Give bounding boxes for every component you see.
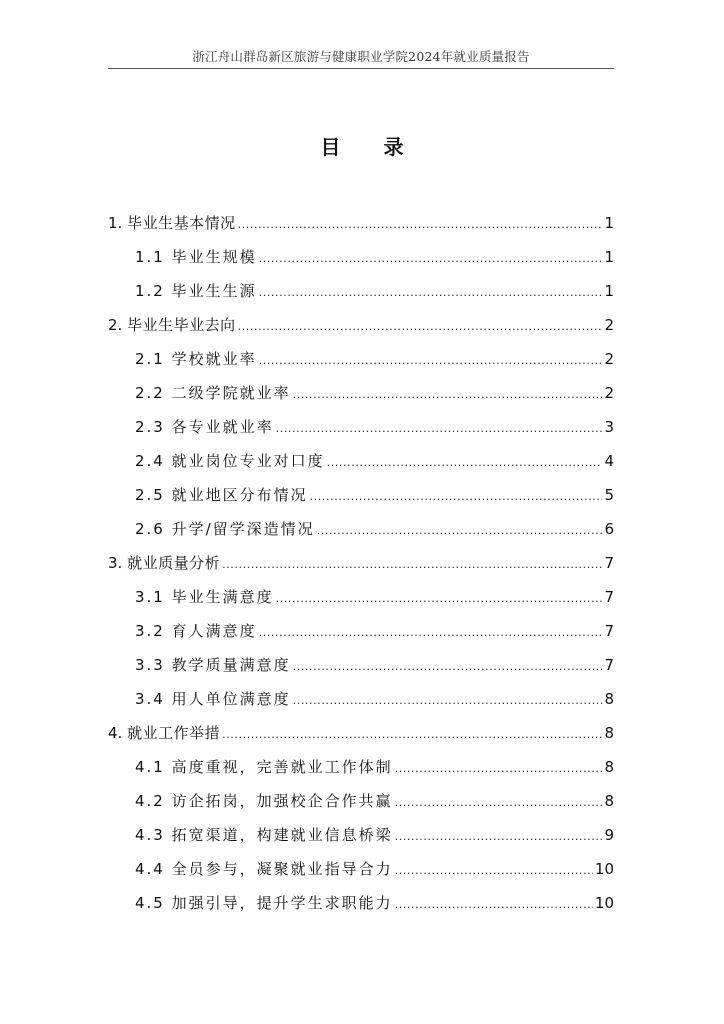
- toc-page: 2: [604, 316, 614, 334]
- toc-number: 3.4: [135, 690, 172, 708]
- toc-entry[interactable]: [135, 586, 614, 608]
- toc-number: 1.: [108, 214, 128, 232]
- toc-entry[interactable]: [135, 450, 614, 472]
- toc-leader: [293, 688, 603, 712]
- toc-label: 各专业就业率: [171, 418, 274, 436]
- toc-leader: [259, 620, 603, 644]
- toc-label: 就业质量分析: [127, 554, 221, 572]
- running-header: 浙江舟山群岛新区旅游与健康职业学院2024年就业质量报告: [192, 49, 530, 64]
- toc-label: 拓宽渠道，构建就业信息桥梁: [171, 826, 393, 844]
- toc-number: 4.5: [135, 894, 172, 912]
- toc-page: 4: [604, 452, 614, 470]
- toc-number: 3.3: [135, 656, 172, 674]
- toc-number: 2.4: [135, 452, 172, 470]
- toc-label: 升学/留学深造情况: [171, 520, 315, 538]
- toc-page: 2: [604, 384, 614, 402]
- toc-label: 加强引导，提升学生求职能力: [171, 894, 393, 912]
- toc-entry[interactable]: [135, 280, 614, 302]
- toc-label: 用人单位满意度: [171, 690, 291, 708]
- toc-leader: [293, 654, 603, 678]
- toc-leader: [310, 484, 603, 508]
- toc-page: 1: [604, 282, 614, 300]
- toc-page: 8: [604, 724, 614, 742]
- toc-page: 8: [604, 690, 614, 708]
- toc-leader: [259, 246, 603, 270]
- toc-leader: [259, 280, 603, 304]
- toc-entry[interactable]: [135, 756, 614, 778]
- toc-number: 4.3: [135, 826, 172, 844]
- toc-page: 2: [604, 350, 614, 368]
- toc-page: 7: [604, 656, 614, 674]
- toc-number: 2.5: [135, 486, 172, 504]
- toc-entry[interactable]: [135, 620, 614, 642]
- toc-leader: [222, 552, 602, 576]
- toc-page: 7: [604, 622, 614, 640]
- toc-leader: [395, 858, 593, 882]
- toc-number: 2.: [108, 316, 128, 334]
- toc-leader: [395, 756, 603, 780]
- toc-label: 全员参与，凝聚就业指导合力: [171, 860, 393, 878]
- toc-leader: [327, 450, 603, 474]
- toc-page: 10: [594, 860, 614, 878]
- toc-leader: [395, 824, 603, 848]
- toc-number: 2.1: [135, 350, 172, 368]
- toc-page: 6: [604, 520, 614, 538]
- toc-entry[interactable]: [108, 212, 614, 234]
- toc-leader: [259, 348, 603, 372]
- toc-page: 10: [594, 894, 614, 912]
- toc-label: 育人满意度: [171, 622, 257, 640]
- toc-label: 就业工作举措: [127, 724, 221, 742]
- toc-entry[interactable]: [135, 790, 614, 812]
- toc-number: 1.2: [135, 282, 172, 300]
- toc-label: 学校就业率: [171, 350, 257, 368]
- toc-page: 7: [604, 554, 614, 572]
- toc-page: 1: [604, 214, 614, 232]
- toc-number: 4.4: [135, 860, 172, 878]
- toc-leader: [238, 314, 603, 338]
- toc-label: 教学质量满意度: [171, 656, 291, 674]
- toc-label: 访企拓岗，加强校企合作共赢: [171, 792, 393, 810]
- toc-number: 2.6: [135, 520, 172, 538]
- toc-entry[interactable]: [135, 688, 614, 710]
- toc-number: 4.1: [135, 758, 172, 776]
- toc-label: 毕业生基本情况: [127, 214, 236, 232]
- page-title: 目 录: [320, 135, 422, 159]
- toc-entry[interactable]: [135, 892, 614, 914]
- toc-entry[interactable]: [108, 552, 614, 574]
- toc-number: 4.2: [135, 792, 172, 810]
- toc-leader: [395, 892, 593, 916]
- toc-number: 3.1: [135, 588, 172, 606]
- toc-page: 1: [604, 248, 614, 266]
- toc-entry[interactable]: [135, 824, 614, 846]
- toc-leader: [276, 586, 603, 610]
- toc-leader: [293, 382, 603, 406]
- toc-entry[interactable]: [135, 518, 614, 540]
- toc-label: 高度重视，完善就业工作体制: [171, 758, 393, 776]
- toc-page: 7: [604, 588, 614, 606]
- toc-entry[interactable]: [135, 348, 614, 370]
- toc-entry[interactable]: [135, 484, 614, 506]
- toc-leader: [238, 212, 603, 236]
- toc-entry[interactable]: [135, 858, 614, 880]
- toc-entry[interactable]: [135, 382, 614, 404]
- toc-leader: [222, 722, 602, 746]
- toc-page: 9: [604, 826, 614, 844]
- toc-entry[interactable]: [108, 722, 614, 744]
- toc-page: 8: [604, 792, 614, 810]
- toc-entry[interactable]: [135, 246, 614, 268]
- toc-label: 毕业生满意度: [171, 588, 274, 606]
- toc-entry[interactable]: [135, 416, 614, 438]
- toc-page: 3: [604, 418, 614, 436]
- toc-entry[interactable]: [135, 654, 614, 676]
- toc-number: 3.2: [135, 622, 172, 640]
- toc-number: 1.1: [135, 248, 172, 266]
- toc-number: 4.: [108, 724, 128, 742]
- toc-number: 3.: [108, 554, 128, 572]
- toc-leader: [276, 416, 603, 440]
- toc-number: 2.3: [135, 418, 172, 436]
- toc-label: 毕业生生源: [171, 282, 257, 300]
- toc-label: 就业岗位专业对口度: [171, 452, 325, 470]
- toc-label: 毕业生规模: [171, 248, 257, 266]
- toc-label: 就业地区分布情况: [171, 486, 308, 504]
- toc-leader: [317, 518, 603, 542]
- toc-page: 5: [604, 486, 614, 504]
- toc-page: 8: [604, 758, 614, 776]
- header-rule: [108, 68, 614, 69]
- toc-number: 2.2: [135, 384, 172, 402]
- toc-label: 毕业生毕业去向: [127, 316, 236, 334]
- toc-entry[interactable]: [108, 314, 614, 336]
- toc-label: 二级学院就业率: [171, 384, 291, 402]
- toc-leader: [395, 790, 603, 814]
